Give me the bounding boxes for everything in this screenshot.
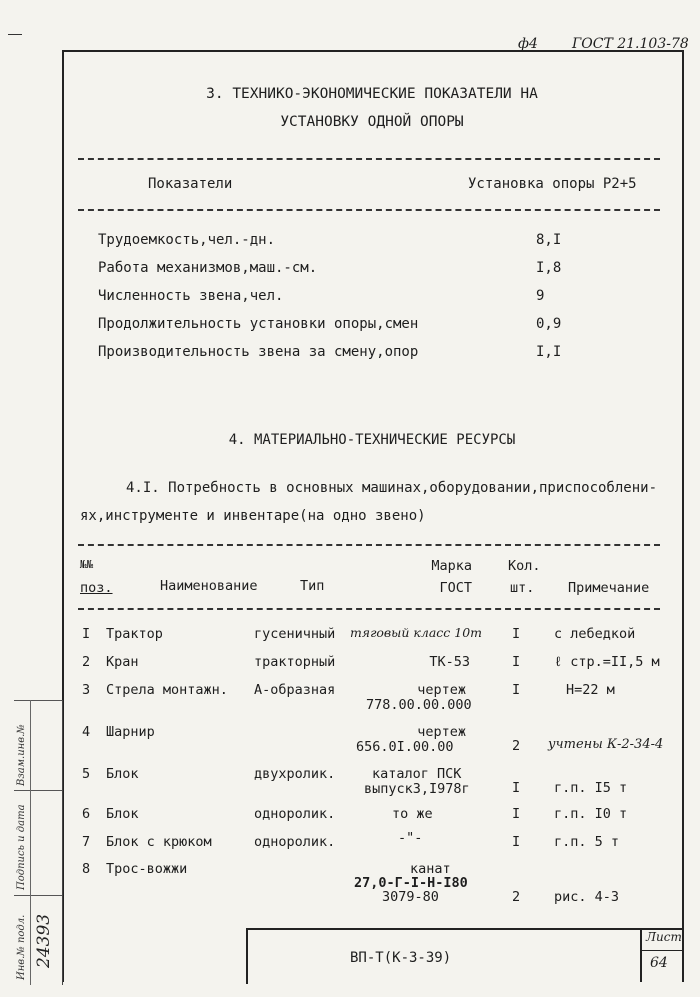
item-note: ℓ стр.=II,5 м [554,654,660,670]
item-name: Блок с крюком [106,834,212,850]
item-name: Кран [106,654,139,670]
sheet-number: 64 [650,955,668,971]
item-num: 2 [82,654,91,670]
item-mark-line3: 3079-80 [382,889,439,905]
header-num-top: №№ [80,558,94,571]
item-name: Блок [106,766,139,782]
section4-subtitle-line1: 4.I. Потребность в основных машинах,оборудовании,приспособлени- [126,480,658,496]
indicator-label: Работа механизмов,маш.-см. [98,260,318,276]
item-qty: 2 [512,889,521,905]
item-mark-line2: 778.00.00.000 [366,697,472,713]
indicator-value: I,I [536,344,562,360]
corner-mark: ф4 [518,36,538,52]
item-mark: чертеж [417,682,466,698]
item-mark: то же [392,806,433,822]
item-name: Трактор [106,626,163,642]
margin-tick [8,34,22,35]
item-num: 5 [82,766,91,782]
item-qty: 2 [512,738,521,754]
indicator-label: Численность звена,чел. [98,288,284,304]
section4-title: 4. МАТЕРИАЛЬНО-ТЕХНИЧЕСКИЕ РЕСУРСЫ [228,432,516,448]
item-num: 6 [82,806,91,822]
item-name: Трос-вожжи [106,861,188,877]
item-type: тракторный [254,654,336,670]
item-mark-line2: 656.0I.00.00 [356,739,454,755]
indicator-label: Производительность звена за смену,опор [98,344,419,360]
side-sign-label: Подпись и дата [16,804,27,890]
header-mark-top: Марка [431,558,472,574]
item-qty: I [512,682,521,698]
item-mark-line2: выпуск3,I978г [364,781,470,797]
indicator-label: Трудоемкость,чел.-дн. [98,232,276,248]
item-num: 4 [82,724,91,740]
divider [78,608,660,610]
item-num: 3 [82,682,91,698]
item-type: А-образная [254,682,336,698]
item-name: Блок [106,806,139,822]
item-name: Стрела монтажн. [106,682,228,698]
side-line [14,790,62,791]
item-num: 8 [82,861,91,877]
item-type: одноролик. [254,834,336,850]
indicator-value: 0,9 [536,316,562,332]
item-note: г.п. 5 т [554,834,620,850]
item-mark: каталог ПСК [372,766,462,782]
header-num-bottom: поз. [80,580,113,596]
indicator-value: I,8 [536,260,562,276]
item-qty: I [512,626,521,642]
item-qty: I [512,780,521,796]
divider [78,209,660,211]
item-note: Н=22 м [566,682,615,698]
header-name: Наименование [160,578,258,594]
item-num: I [82,626,91,642]
section3-title-line2: УСТАНОВКУ ОДНОЙ ОПОРЫ [280,114,464,130]
section4-subtitle-line2: ях,инструменте и инвентаре(на одно звено) [80,508,426,524]
item-mark-line2: 27,0-Г-I-Н-I80 [354,875,468,891]
item-qty: I [512,806,521,822]
item-qty: I [512,654,521,670]
item-mark: -"- [398,830,423,846]
document-code: ВП-Т(К-3-39) [350,950,452,966]
header-note: Примечание [568,580,650,596]
side-line [14,895,62,896]
title-block [246,928,684,984]
indicator-value: 8,I [536,232,562,248]
item-type: двухролик. [254,766,336,782]
section3-title-line1: 3. ТЕХНИКО-ЭКОНОМИЧЕСКИЕ ПОКАЗАТЕЛИ НА [206,86,538,102]
item-note: г.п. I0 т [554,806,628,822]
item-mark: тяговый класс 10т [349,625,482,640]
item-type: гусеничный [254,626,336,642]
indicator-value: 9 [536,288,545,304]
side-inv-number: 24393 [34,913,54,968]
divider [78,544,660,546]
sheet-label: Лист [646,930,682,944]
side-line [14,700,62,701]
item-mark: ТК-53 [429,654,470,670]
item-mark: чертеж [417,724,466,740]
side-inv-label: Инв.№ подл. [16,914,27,980]
item-note: с лебедкой [554,626,636,642]
item-note: учтены К-2-34-4 [548,737,664,752]
item-num: 7 [82,834,91,850]
col-indicator-header: Показатели [148,176,233,192]
header-qty-top: Кол. [508,558,541,574]
indicator-label: Продолжительность установки опоры,смен [98,316,419,332]
item-name: Шарнир [106,724,155,740]
header-qty-bottom: шт. [510,580,535,596]
item-note: г.п. I5 т [554,780,628,796]
item-mark: канат [410,861,451,877]
side-col-divider [30,700,31,985]
sheet-divider [642,950,684,951]
header-type: Тип [300,578,325,594]
side-replace-label: Взам.инв.№ [16,724,27,786]
header-mark-bottom: ГОСТ [439,580,472,596]
item-note: рис. 4-3 [554,889,620,905]
col-value-header: Установка опоры Р2+5 [468,176,637,192]
corner-code: ГОСТ 21.103-78 [572,36,689,52]
divider [78,158,660,160]
item-qty: I [512,834,521,850]
item-type: одноролик. [254,806,336,822]
